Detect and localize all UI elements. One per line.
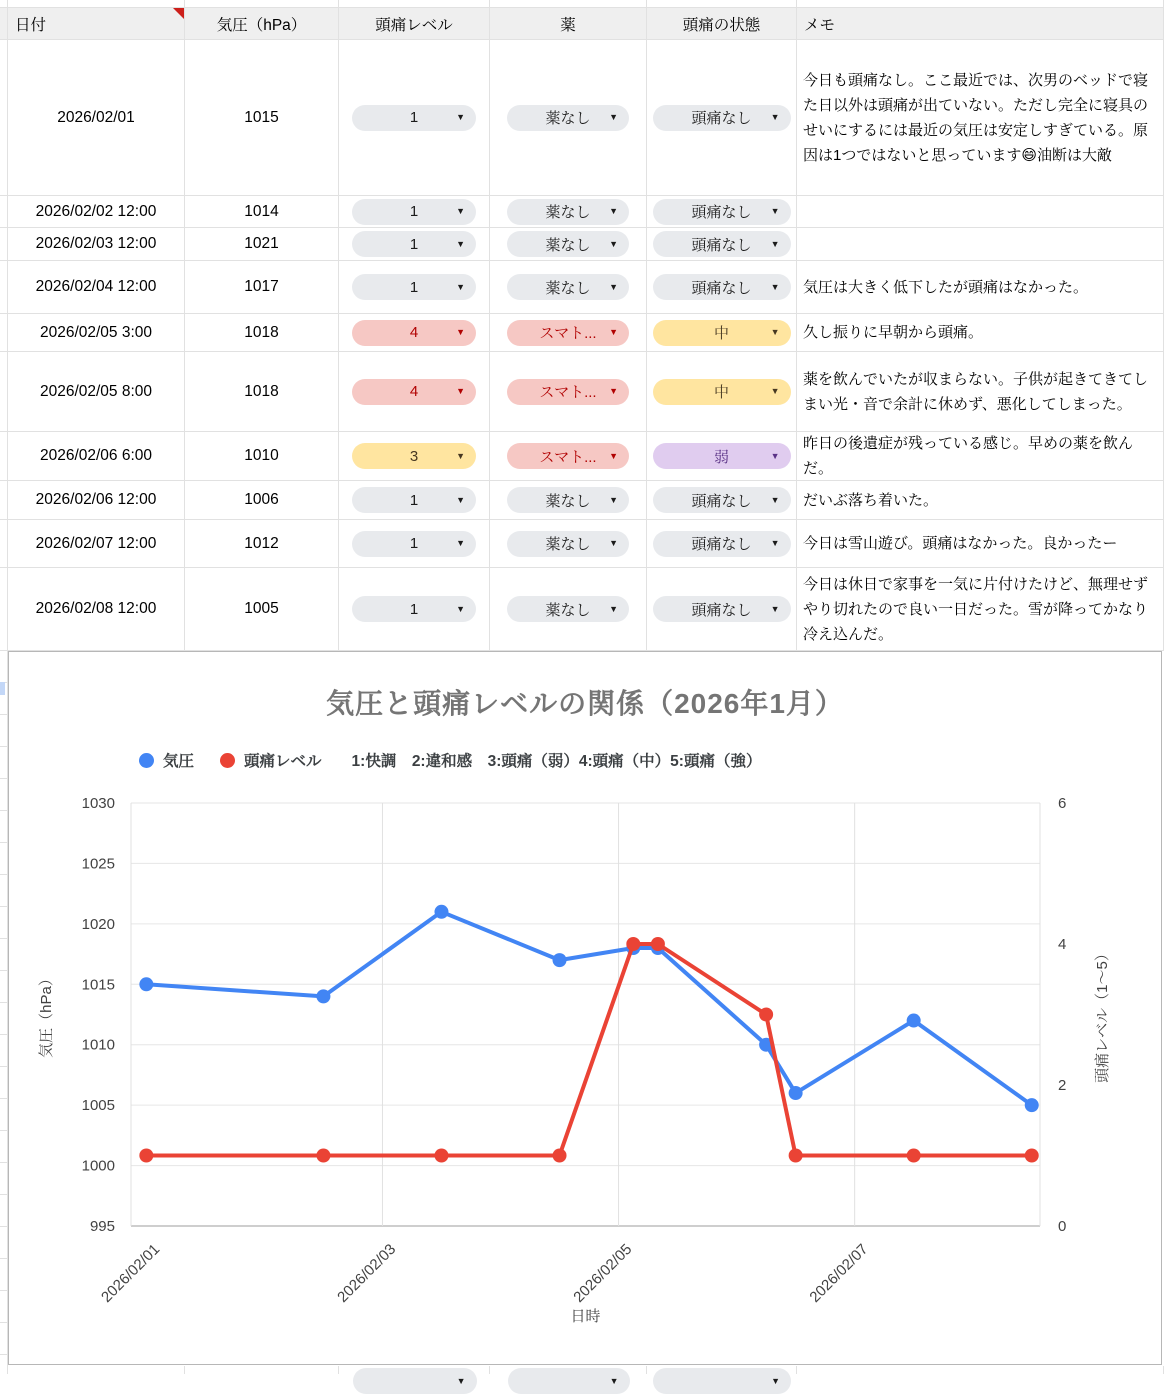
date-cell[interactable]: 2026/02/05 3:00 bbox=[8, 314, 185, 351]
date-cell[interactable]: 2026/02/02 12:00 bbox=[8, 196, 185, 227]
table-row bbox=[0, 196, 1164, 228]
headache-state-chip[interactable] bbox=[653, 199, 791, 225]
col-header-medicine[interactable] bbox=[490, 8, 647, 39]
svg-text:2026/02/01: 2026/02/01 bbox=[98, 1240, 164, 1306]
level-cell bbox=[339, 352, 490, 431]
date-cell[interactable]: 2026/02/01 bbox=[8, 40, 185, 195]
headache-level-chip[interactable] bbox=[352, 487, 476, 513]
header-row bbox=[0, 8, 1164, 40]
headache-level-chip-value: 1 bbox=[409, 203, 419, 220]
level-cell bbox=[339, 432, 490, 480]
medicine-chip-value: 薬なし bbox=[545, 279, 591, 297]
pressure-cell[interactable]: 1018 bbox=[185, 352, 339, 431]
medicine-cell bbox=[490, 352, 647, 431]
medicine-cell bbox=[490, 520, 647, 567]
headache-point bbox=[907, 1149, 921, 1163]
headache-point bbox=[759, 1008, 773, 1022]
empty-cell bbox=[8, 0, 185, 7]
memo-cell[interactable] bbox=[797, 314, 1164, 351]
pressure-cell[interactable]: 1005 bbox=[185, 568, 339, 650]
partial-level-chip[interactable] bbox=[353, 1368, 477, 1394]
pressure-cell[interactable]: 1012 bbox=[185, 520, 339, 567]
date-cell[interactable]: 2026/02/06 6:00 bbox=[8, 432, 185, 480]
sheet-left-margin bbox=[0, 651, 8, 1374]
medicine-cell bbox=[490, 40, 647, 195]
headache-point bbox=[553, 1149, 567, 1163]
memo-text: だいぶ落ち着いた。 bbox=[803, 491, 939, 509]
memo-cell[interactable] bbox=[797, 432, 1164, 480]
svg-text:6: 6 bbox=[1058, 795, 1067, 812]
svg-text:2026/02/07: 2026/02/07 bbox=[806, 1240, 872, 1306]
pressure-cell[interactable]: 1006 bbox=[185, 481, 339, 519]
dropdown-arrow-icon: ▼ bbox=[771, 1375, 780, 1386]
pressure-line-series bbox=[139, 905, 1038, 1112]
headache-point bbox=[139, 1149, 153, 1163]
memo-text: 昨日の後遺症が残っている感じ。早めの薬を飲んだ。 bbox=[803, 435, 1134, 477]
headache-level-chip[interactable] bbox=[352, 199, 476, 225]
partial-row-top bbox=[0, 0, 1164, 8]
svg-text:2: 2 bbox=[1058, 1077, 1067, 1094]
row-margin-cell bbox=[0, 8, 8, 39]
medicine-chip[interactable] bbox=[507, 596, 629, 622]
y-axis-right-title: 頭痛レベル（1～5） bbox=[1094, 946, 1111, 1083]
svg-text:2026/02/03: 2026/02/03 bbox=[334, 1240, 400, 1306]
dropdown-arrow-icon: ▼ bbox=[609, 450, 618, 461]
level-cell bbox=[339, 481, 490, 519]
headache-state-chip[interactable] bbox=[653, 531, 791, 557]
headache-level-chip[interactable] bbox=[352, 531, 476, 557]
col-header-state-label: 頭痛の状態 bbox=[682, 16, 761, 34]
dropdown-arrow-icon: ▼ bbox=[770, 281, 780, 292]
medicine-cell bbox=[490, 228, 647, 260]
date-cell[interactable]: 2026/02/06 12:00 bbox=[8, 481, 185, 519]
level-cell bbox=[339, 261, 490, 313]
pressure-point bbox=[434, 905, 448, 919]
headache-state-chip[interactable] bbox=[653, 274, 791, 300]
memo-text: 今日は休日で家事を一気に片付けたけど、無理せずやり切れたので良い一日だった。雪が降ってかなり冷え込んだ。 bbox=[803, 575, 1149, 643]
y-axis-left-title: 気圧（hPa） bbox=[38, 971, 55, 1058]
dropdown-arrow-icon: ▼ bbox=[609, 494, 618, 505]
headache-state-chip[interactable] bbox=[653, 379, 791, 405]
column-divider bbox=[338, 1366, 339, 1374]
table-row bbox=[0, 40, 1164, 196]
dropdown-arrow-icon: ▼ bbox=[456, 327, 465, 337]
headache-state-chip[interactable] bbox=[653, 231, 791, 257]
row-margin-cell bbox=[0, 228, 8, 260]
table-row bbox=[0, 481, 1164, 520]
medicine-chip-value: 薬なし bbox=[545, 601, 591, 619]
medicine-chip-value: 薬なし bbox=[545, 110, 591, 127]
dropdown-arrow-icon: ▼ bbox=[609, 538, 618, 548]
pressure-point bbox=[789, 1086, 803, 1100]
headache-level-chip[interactable] bbox=[352, 596, 476, 622]
dropdown-arrow-icon: ▼ bbox=[609, 281, 618, 292]
table-row bbox=[0, 568, 1164, 651]
medicine-cell bbox=[490, 568, 647, 650]
headache-point bbox=[434, 1149, 448, 1163]
column-divider bbox=[796, 1366, 797, 1374]
legend-label: 頭痛レベル bbox=[244, 753, 322, 770]
partial-medicine-chip[interactable] bbox=[508, 1368, 630, 1394]
memo-cell[interactable] bbox=[797, 520, 1164, 567]
column-divider bbox=[184, 1366, 185, 1374]
headache-level-chip-value: 1 bbox=[409, 600, 419, 618]
col-header-pressure[interactable] bbox=[185, 8, 339, 39]
pressure-cell[interactable]: 1018 bbox=[185, 314, 339, 351]
column-divider bbox=[489, 1366, 490, 1374]
memo-text: 今日は雪山遊び。頭痛はなかった。良かったー bbox=[803, 535, 1118, 552]
memo-text: 今日も頭痛なし。ここ最近では、次男のベッドで寝た日以外は頭痛が出ていない。ただし完全に寝具のせいにするには最近の気圧は安定しすぎている。原因は1つではないと思っています😄油断は大敵 bbox=[803, 71, 1149, 164]
medicine-chip[interactable] bbox=[507, 320, 629, 346]
state-cell bbox=[647, 40, 797, 195]
dropdown-arrow-icon: ▼ bbox=[770, 603, 780, 614]
svg-text:4: 4 bbox=[1058, 936, 1067, 953]
x-axis-title: 日時 bbox=[570, 1308, 601, 1325]
svg-text:1010: 1010 bbox=[81, 1036, 115, 1054]
dropdown-arrow-icon: ▼ bbox=[456, 206, 465, 216]
medicine-chip-value: 薬なし bbox=[545, 492, 591, 510]
partial-state-chip[interactable] bbox=[653, 1368, 791, 1394]
row-margin-cell bbox=[0, 314, 8, 351]
headache-state-chip-value: 頭痛なし bbox=[691, 279, 752, 297]
medicine-chip-value: スマト... bbox=[539, 448, 597, 466]
headache-level-chip-value: 4 bbox=[409, 324, 419, 341]
headache-state-chip-value: 頭痛なし bbox=[691, 536, 752, 553]
medicine-chip[interactable] bbox=[507, 199, 629, 225]
pressure-cell[interactable]: 1015 bbox=[185, 40, 339, 195]
dropdown-arrow-icon: ▼ bbox=[609, 386, 618, 396]
col-header-date[interactable] bbox=[8, 8, 185, 39]
pressure-cell[interactable]: 1021 bbox=[185, 228, 339, 260]
level-cell bbox=[339, 196, 490, 227]
dropdown-arrow-icon: ▼ bbox=[456, 494, 465, 505]
headache-level-chip-value: 1 bbox=[409, 235, 419, 253]
state-cell bbox=[647, 352, 797, 431]
dropdown-arrow-icon: ▼ bbox=[456, 112, 465, 122]
dropdown-arrow-icon: ▼ bbox=[456, 603, 465, 614]
left-margin-highlight bbox=[0, 682, 5, 695]
col-header-level[interactable] bbox=[339, 8, 490, 39]
embedded-chart[interactable] bbox=[8, 651, 1162, 1365]
dropdown-arrow-icon: ▼ bbox=[609, 1375, 619, 1386]
empty-cell bbox=[647, 0, 797, 7]
dropdown-arrow-icon: ▼ bbox=[770, 450, 780, 461]
memo-cell[interactable] bbox=[797, 261, 1164, 313]
row-margin-cell bbox=[0, 0, 8, 7]
medicine-chip-value: 薬なし bbox=[545, 536, 591, 553]
row-margin-cell bbox=[0, 352, 8, 431]
dropdown-arrow-icon: ▼ bbox=[609, 112, 618, 122]
level-cell bbox=[339, 314, 490, 351]
svg-text:1005: 1005 bbox=[81, 1097, 115, 1115]
row-margin-cell bbox=[0, 196, 8, 227]
medicine-chip-value: スマト... bbox=[539, 325, 597, 342]
memo-cell[interactable] bbox=[797, 352, 1164, 431]
axis-titles bbox=[38, 946, 1111, 1325]
dropdown-arrow-icon: ▼ bbox=[770, 206, 780, 216]
dropdown-arrow-icon: ▼ bbox=[609, 238, 618, 249]
column-divider bbox=[7, 1366, 8, 1374]
svg-text:995: 995 bbox=[89, 1218, 115, 1235]
dropdown-arrow-icon: ▼ bbox=[770, 112, 780, 122]
svg-text:1025: 1025 bbox=[81, 855, 115, 873]
level-cell bbox=[339, 520, 490, 567]
svg-text:2026/02/05: 2026/02/05 bbox=[570, 1240, 636, 1306]
memo-cell[interactable] bbox=[797, 196, 1164, 227]
row-margin-cell bbox=[0, 520, 8, 567]
headache-state-chip-value: 頭痛なし bbox=[691, 236, 752, 254]
headache-line-series bbox=[139, 937, 1038, 1163]
headache-state-chip[interactable] bbox=[653, 487, 791, 513]
dropdown-arrow-icon: ▼ bbox=[456, 450, 465, 461]
medicine-cell bbox=[490, 432, 647, 480]
pressure-cell[interactable]: 1010 bbox=[185, 432, 339, 480]
memo-cell[interactable] bbox=[797, 228, 1164, 260]
medicine-chip-value: スマト... bbox=[539, 384, 597, 401]
state-cell bbox=[647, 196, 797, 227]
dropdown-arrow-icon: ▼ bbox=[770, 238, 780, 249]
memo-text: 気圧は大きく低下したが頭痛はなかった。 bbox=[803, 278, 1089, 296]
medicine-cell bbox=[490, 481, 647, 519]
row-margin-cell bbox=[0, 261, 8, 313]
headache-state-chip-value: 頭痛なし bbox=[691, 492, 752, 510]
table-row bbox=[0, 432, 1164, 481]
dropdown-arrow-icon: ▼ bbox=[770, 327, 780, 337]
medicine-chip[interactable] bbox=[507, 105, 629, 131]
headache-level-chip[interactable] bbox=[352, 231, 476, 257]
svg-text:1030: 1030 bbox=[81, 795, 115, 812]
pressure-point bbox=[316, 989, 330, 1003]
table-row bbox=[0, 520, 1164, 568]
headache-point bbox=[316, 1149, 330, 1163]
headache-level-chip-value: 1 bbox=[409, 491, 419, 509]
headache-state-chip-value: 頭痛なし bbox=[691, 204, 752, 221]
headache-point bbox=[1025, 1149, 1039, 1163]
level-cell bbox=[339, 228, 490, 260]
date-cell[interactable]: 2026/02/07 12:00 bbox=[8, 520, 185, 567]
headache-level-chip-value: 1 bbox=[409, 278, 419, 296]
pressure-point bbox=[1025, 1098, 1039, 1112]
medicine-cell bbox=[490, 314, 647, 351]
partial-row-bottom bbox=[0, 1366, 1164, 1386]
medicine-chip[interactable] bbox=[507, 231, 629, 257]
svg-text:1015: 1015 bbox=[81, 976, 115, 994]
memo-cell[interactable] bbox=[797, 481, 1164, 519]
col-header-pressure-label: 気圧（hPa） bbox=[216, 16, 307, 34]
dropdown-arrow-icon: ▼ bbox=[770, 538, 780, 548]
empty-cell bbox=[185, 0, 339, 7]
headache-state-chip[interactable] bbox=[653, 105, 791, 131]
table-row bbox=[0, 352, 1164, 432]
axis-tick-labels bbox=[82, 795, 1067, 1306]
comment-marker-icon bbox=[173, 8, 184, 19]
date-cell[interactable]: 2026/02/08 12:00 bbox=[8, 568, 185, 650]
pressure-point bbox=[907, 1014, 921, 1028]
headache-level-chip[interactable] bbox=[352, 274, 476, 300]
headache-state-chip[interactable] bbox=[653, 443, 791, 469]
chart-plot bbox=[9, 652, 1163, 1366]
pressure-cell[interactable]: 1017 bbox=[185, 261, 339, 313]
headache-level-chip-value: 4 bbox=[409, 383, 419, 400]
headache-level-chip-value: 1 bbox=[409, 535, 419, 552]
row-margin-cell bbox=[0, 432, 8, 480]
empty-cell bbox=[490, 0, 647, 7]
medicine-chip[interactable] bbox=[507, 443, 629, 469]
headache-level-chip-value: 1 bbox=[409, 109, 419, 126]
headache-state-chip-value: 中 bbox=[713, 384, 729, 401]
medicine-chip[interactable] bbox=[507, 531, 629, 557]
table-row bbox=[0, 228, 1164, 261]
pressure-point bbox=[139, 977, 153, 991]
headache-state-chip-value: 弱 bbox=[713, 448, 729, 466]
row-margin-cell bbox=[0, 481, 8, 519]
col-header-memo[interactable] bbox=[797, 8, 1164, 39]
medicine-chip-value: 薬なし bbox=[545, 204, 591, 221]
memo-cell[interactable] bbox=[797, 40, 1164, 195]
memo-cell[interactable] bbox=[797, 568, 1164, 650]
state-cell bbox=[647, 568, 797, 650]
row-margin-cell bbox=[0, 568, 8, 650]
medicine-cell bbox=[490, 261, 647, 313]
dropdown-arrow-icon: ▼ bbox=[609, 327, 618, 337]
state-cell bbox=[647, 261, 797, 313]
headache-state-chip[interactable] bbox=[653, 596, 791, 622]
state-cell bbox=[647, 520, 797, 567]
headache-level-chip-value: 3 bbox=[409, 447, 419, 465]
headache-point bbox=[789, 1149, 803, 1163]
col-header-medicine-label: 薬 bbox=[560, 16, 576, 34]
chart-title: 気圧と頭痛レベルの関係（2026年1月） bbox=[326, 688, 844, 719]
headache-point bbox=[626, 937, 640, 951]
svg-text:0: 0 bbox=[1058, 1218, 1067, 1235]
headache-level-chip[interactable] bbox=[352, 320, 476, 346]
svg-text:1000: 1000 bbox=[81, 1157, 115, 1175]
dropdown-arrow-icon: ▼ bbox=[456, 538, 465, 548]
headache-level-chip[interactable] bbox=[352, 379, 476, 405]
memo-text: 久し振りに早朝から頭痛。 bbox=[803, 324, 984, 341]
headache-state-chip-value: 中 bbox=[713, 325, 729, 342]
state-cell bbox=[647, 314, 797, 351]
state-cell bbox=[647, 481, 797, 519]
empty-cell bbox=[797, 0, 1164, 7]
legend-scale-note: 1:快調 2:違和感 3:頭痛（弱）4:頭痛（中）5:頭痛（強） bbox=[351, 753, 762, 770]
state-cell bbox=[647, 432, 797, 480]
headache-point bbox=[651, 937, 665, 951]
column-divider bbox=[646, 1366, 647, 1374]
medicine-chip[interactable] bbox=[507, 379, 629, 405]
dropdown-arrow-icon: ▼ bbox=[770, 494, 780, 505]
dropdown-arrow-icon: ▼ bbox=[456, 386, 465, 396]
medicine-chip[interactable] bbox=[507, 274, 629, 300]
svg-text:1020: 1020 bbox=[81, 915, 115, 933]
headache-state-chip[interactable] bbox=[653, 320, 791, 346]
pressure-cell[interactable]: 1014 bbox=[185, 196, 339, 227]
dropdown-arrow-icon: ▼ bbox=[609, 603, 618, 614]
medicine-cell bbox=[490, 196, 647, 227]
dropdown-arrow-icon: ▼ bbox=[770, 386, 780, 396]
chart-gridlines bbox=[131, 803, 1040, 1226]
legend-label: 気圧 bbox=[163, 753, 195, 770]
headache-state-chip-value: 頭痛なし bbox=[691, 601, 752, 619]
pressure-point bbox=[553, 953, 567, 967]
dropdown-arrow-icon: ▼ bbox=[456, 238, 465, 249]
medicine-chip[interactable] bbox=[507, 487, 629, 513]
dropdown-arrow-icon: ▼ bbox=[456, 281, 465, 292]
level-cell bbox=[339, 568, 490, 650]
spreadsheet-table bbox=[0, 0, 1164, 651]
col-header-memo-label: メモ bbox=[804, 16, 836, 34]
level-cell bbox=[339, 40, 490, 195]
date-cell[interactable]: 2026/02/05 8:00 bbox=[8, 352, 185, 431]
dropdown-arrow-icon: ▼ bbox=[609, 206, 618, 216]
col-header-level-label: 頭痛レベル bbox=[375, 16, 453, 34]
date-cell[interactable]: 2026/02/03 12:00 bbox=[8, 228, 185, 260]
table-row bbox=[0, 314, 1164, 352]
headache-level-chip[interactable] bbox=[352, 105, 476, 131]
dropdown-arrow-icon: ▼ bbox=[456, 1375, 466, 1386]
memo-text: 薬を飲んでいたが収まらない。子供が起きてきてしまい光・音で余計に休めず、悪化してしまった。 bbox=[803, 370, 1149, 413]
headache-state-chip-value: 頭痛なし bbox=[691, 110, 752, 127]
row-margin-cell bbox=[0, 40, 8, 195]
date-cell[interactable]: 2026/02/04 12:00 bbox=[8, 261, 185, 313]
empty-cell bbox=[339, 0, 490, 7]
table-row bbox=[0, 261, 1164, 314]
col-header-state[interactable] bbox=[647, 8, 797, 39]
medicine-chip-value: 薬なし bbox=[545, 236, 591, 254]
col-header-date-label: 日付 bbox=[15, 16, 47, 34]
headache-level-chip[interactable] bbox=[352, 443, 476, 469]
state-cell bbox=[647, 228, 797, 260]
